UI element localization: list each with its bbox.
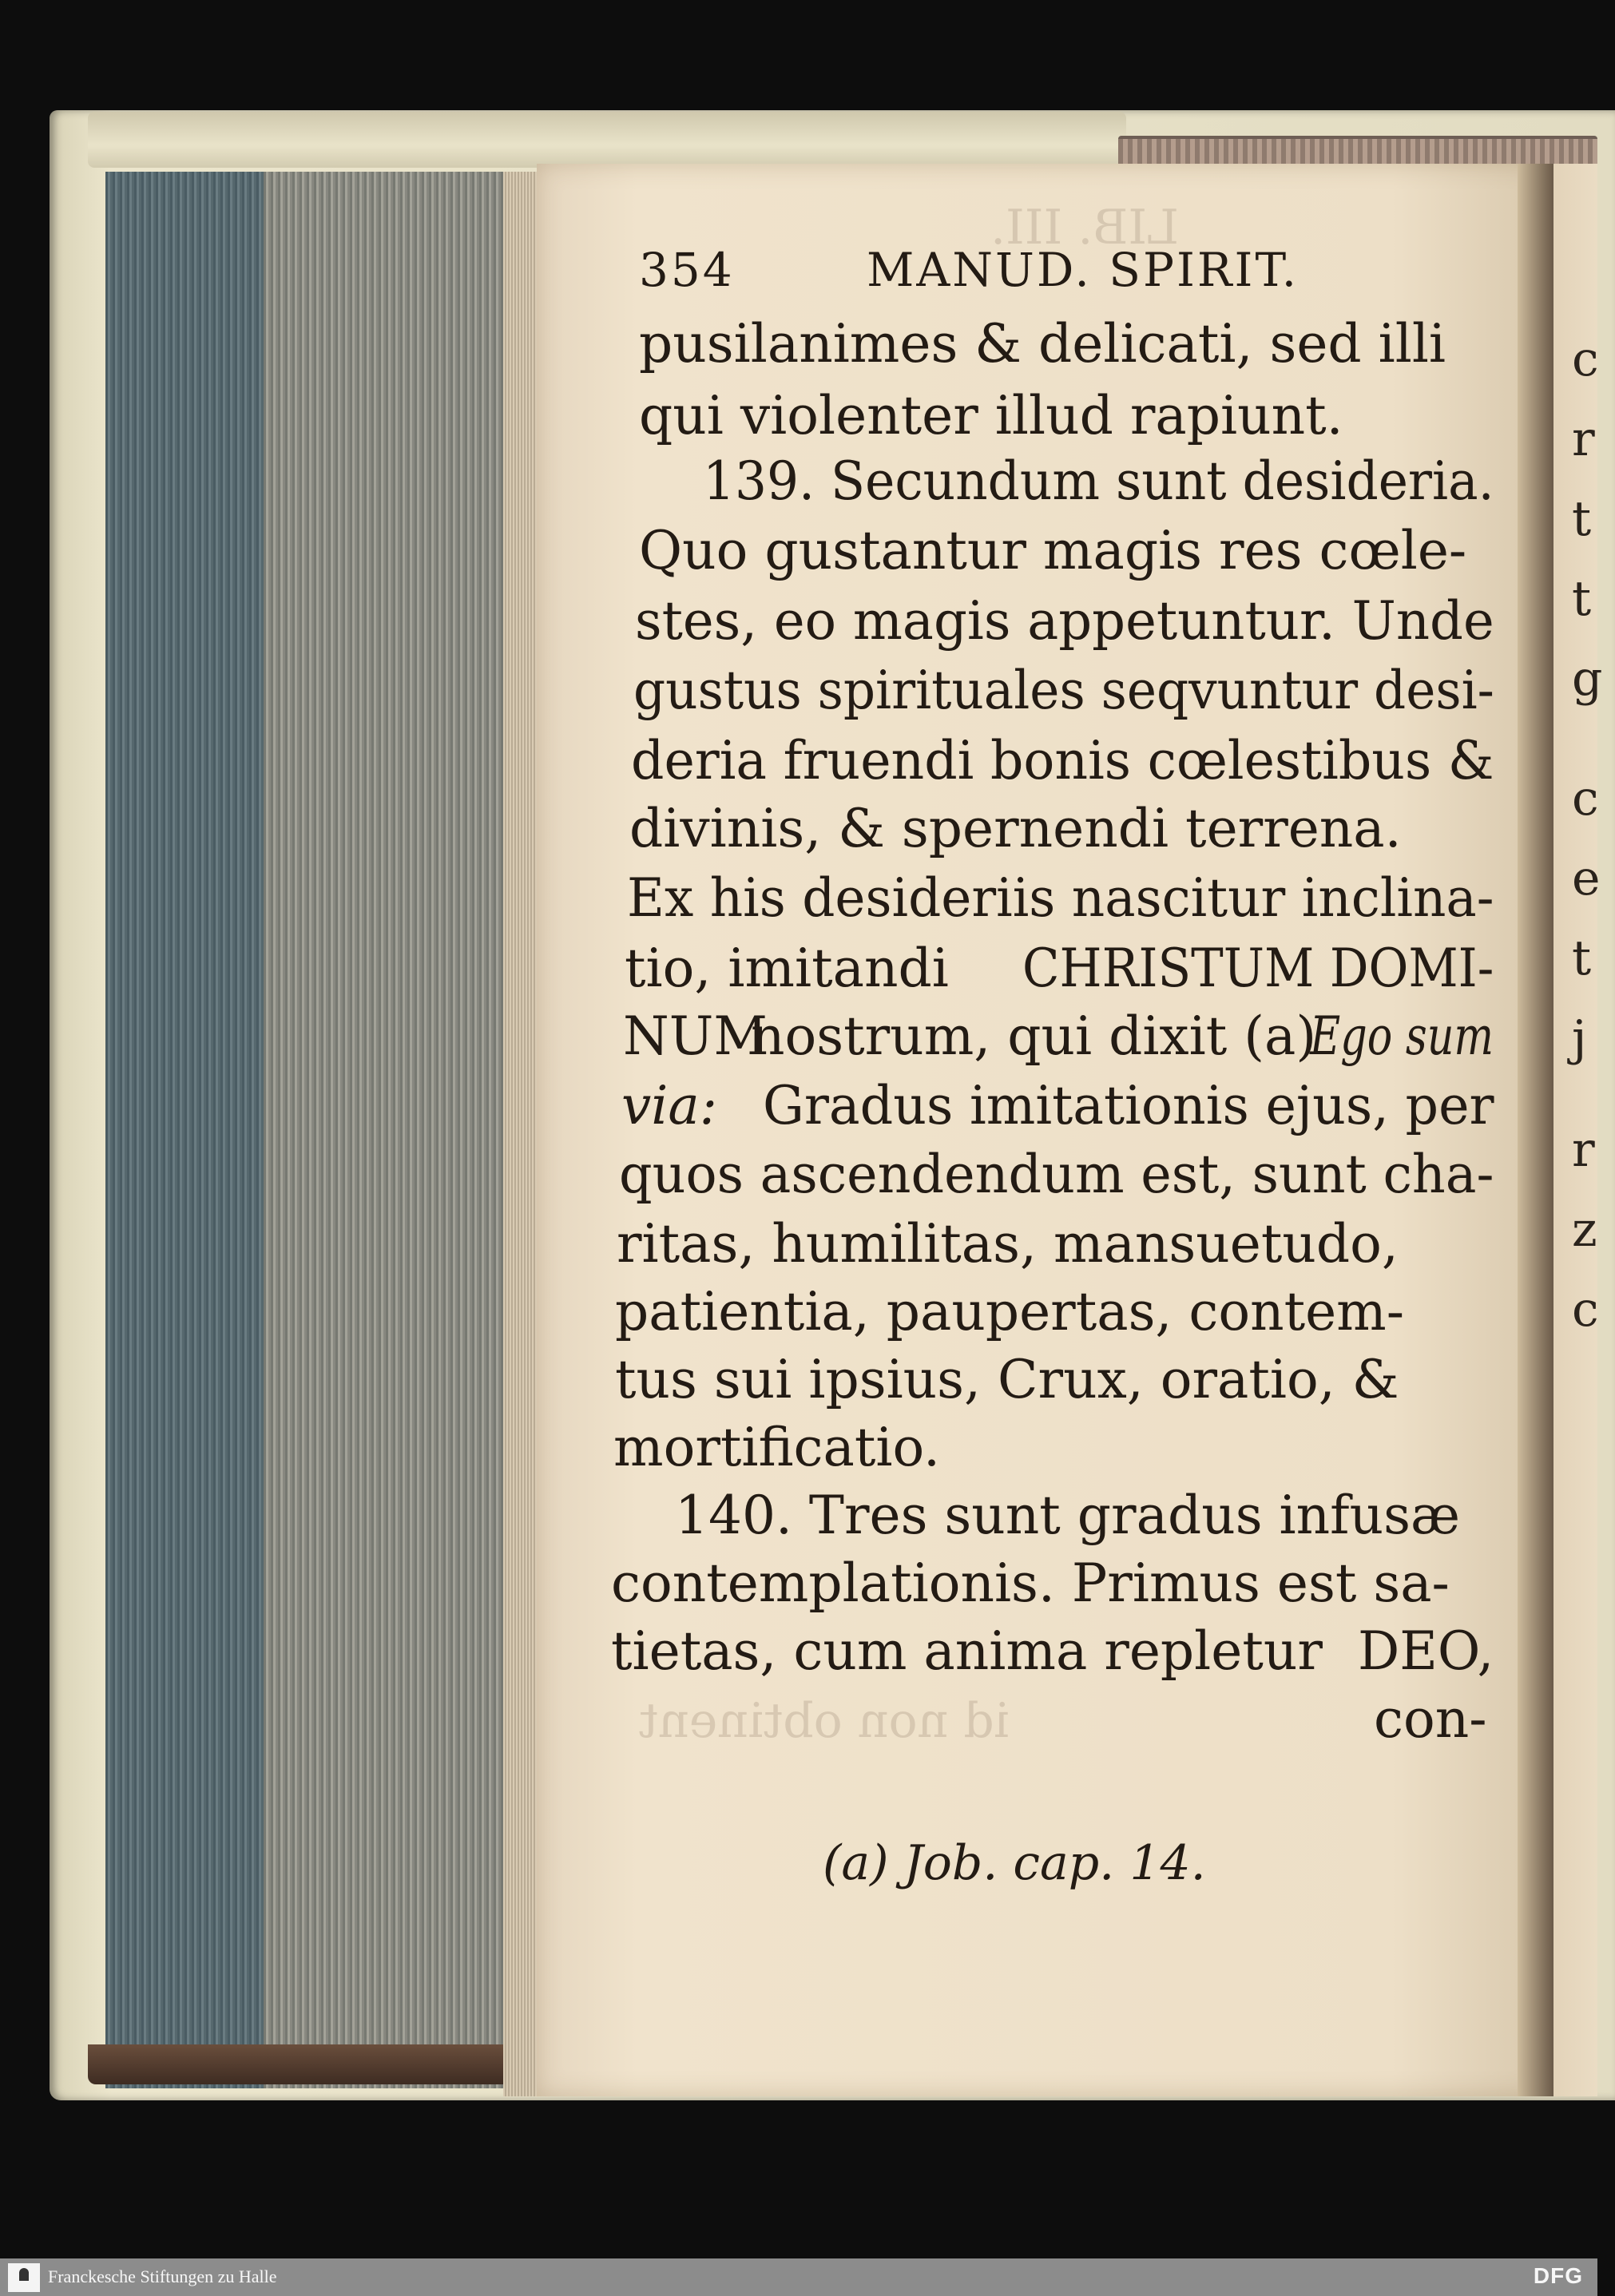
text-line-smallcaps: CHRISTUM DOMI- bbox=[1022, 938, 1494, 999]
text-line: Ex his desideriis nascitur inclina- bbox=[627, 867, 1494, 929]
cover-top-edge bbox=[88, 112, 1126, 168]
text-line: patientia, paupertas, contem- bbox=[615, 1281, 1405, 1342]
text-line: 139. Secundum sunt desideria. bbox=[703, 450, 1494, 512]
text-line: Gradus imitationis ejus, per bbox=[763, 1075, 1494, 1136]
institution-name: Franckesche Stiftungen zu Halle bbox=[48, 2266, 277, 2286]
text-line: gustus spirituales seqvuntur desi- bbox=[633, 660, 1494, 721]
page-block-light-edge bbox=[264, 172, 543, 2088]
text-line-smallcaps: DEO, bbox=[1358, 1620, 1494, 1682]
next-page-letters bbox=[1572, 319, 1603, 1350]
text-line-italic: Ego sum bbox=[1310, 1005, 1494, 1067]
text-line-italic: via: bbox=[621, 1075, 717, 1136]
next-page-letter: c bbox=[1572, 1282, 1599, 1338]
text-line: Quo gustantur magis res cœle- bbox=[639, 520, 1467, 581]
next-page-letter: t bbox=[1572, 930, 1592, 986]
text-line: divinis, & spernendi terrena. bbox=[629, 798, 1402, 859]
next-page-letter: c bbox=[1572, 331, 1599, 387]
next-page-letter: r bbox=[1572, 411, 1595, 467]
institution-logo-icon bbox=[8, 2263, 40, 2292]
text-line: tio, imitandi bbox=[625, 938, 949, 999]
text-line-smallcaps: NUM bbox=[623, 1005, 768, 1067]
show-through-texture: LIB. III. bbox=[990, 200, 1179, 256]
text-line: stes, eo magis appetuntur. Unde bbox=[635, 590, 1494, 652]
text-line: tietas, cum anima repletur bbox=[611, 1620, 1323, 1682]
text-line: quos ascendendum est, sunt cha- bbox=[619, 1144, 1494, 1205]
next-page-letter: c bbox=[1572, 771, 1599, 827]
text-line: ritas, humilitas, mansuetudo, bbox=[617, 1213, 1399, 1275]
footnote: (a) Job. cap. 14. bbox=[823, 1835, 1206, 1891]
text-line: pusilanimes & delicati, sed illi bbox=[639, 313, 1446, 375]
next-page-letter: t bbox=[1572, 491, 1592, 547]
text-line: tus sui ipsius, Crux, oratio, & bbox=[615, 1349, 1399, 1410]
next-page-letter: e bbox=[1572, 851, 1601, 906]
next-page-letter: g bbox=[1572, 651, 1603, 707]
page-number: 354 bbox=[639, 243, 735, 297]
text-line: nostrum, qui dixit (a) bbox=[751, 1005, 1317, 1067]
dfg-badge: DFG bbox=[1533, 2263, 1583, 2288]
next-page-letter: r bbox=[1572, 1122, 1595, 1178]
next-page-letter: t bbox=[1572, 571, 1592, 627]
running-head: MANUD. SPIRIT. bbox=[867, 243, 1300, 297]
text-line: mortificatio. bbox=[613, 1417, 941, 1478]
block-bottom bbox=[88, 2044, 567, 2084]
next-page-letter: j bbox=[1572, 1010, 1587, 1066]
text-line: contemplationis. Primus est sa- bbox=[611, 1552, 1450, 1614]
catchword: con- bbox=[1374, 1688, 1487, 1750]
next-page-letter: z bbox=[1572, 1202, 1597, 1258]
text-line: qui violenter illud rapiunt. bbox=[639, 385, 1343, 446]
show-through-texture: id non obtinent bbox=[639, 1693, 1010, 1749]
text-line: 140. Tres sunt gradus infusæ bbox=[675, 1485, 1461, 1546]
text-line: deria fruendi bonis cœlestibus & bbox=[631, 730, 1494, 791]
